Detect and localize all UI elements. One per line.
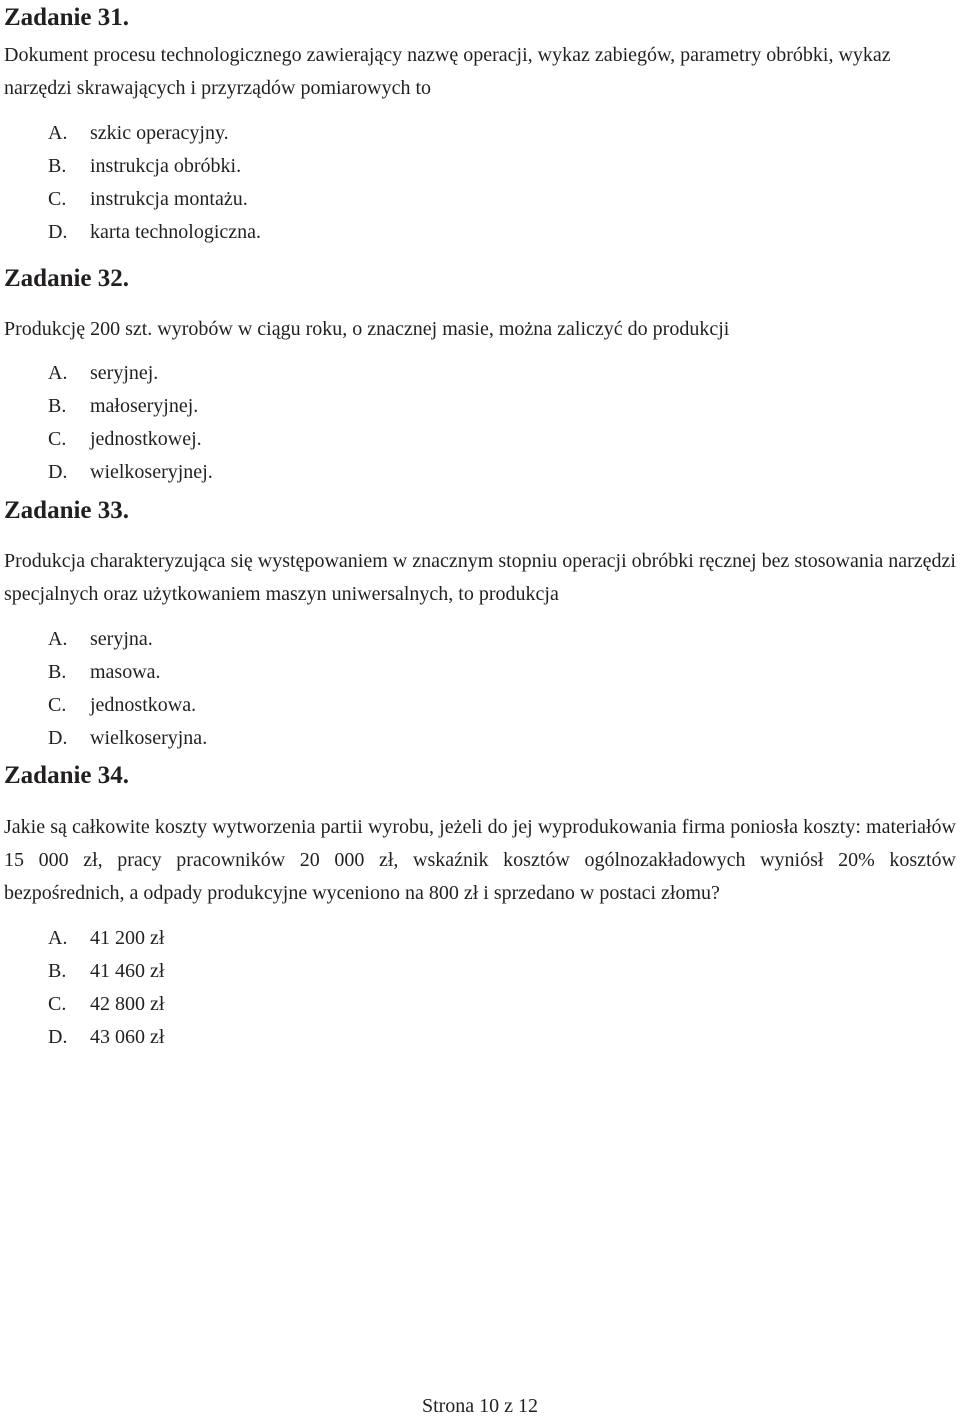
answer-text: seryjnej. — [90, 362, 159, 384]
answer-letter: A. — [48, 362, 68, 384]
task-question: Produkcję 200 szt. wyrobów w ciągu roku, o znacznej masie, można zaliczyć do produkcji — [4, 318, 730, 340]
answer-letter: A. — [48, 628, 68, 650]
answer-text: seryjna. — [90, 628, 153, 650]
answer-option-c[interactable] — [4, 183, 956, 216]
page-number: Strona 10 z 12 — [421, 1395, 539, 1417]
answer-letter: A. — [48, 927, 68, 949]
task-title: Zadanie 34. — [4, 762, 130, 789]
answer-list — [4, 623, 956, 755]
answer-text: 41 200 zł — [90, 927, 165, 949]
answer-letter: D. — [48, 461, 68, 483]
answer-letter: C. — [48, 428, 67, 450]
answer-option-a[interactable] — [4, 357, 956, 390]
answer-letter: A. — [48, 122, 68, 144]
answer-text: 42 800 zł — [90, 993, 165, 1015]
answer-letter: B. — [48, 661, 67, 683]
answer-text: wielkoseryjnej. — [90, 461, 213, 483]
answer-option-b[interactable] — [4, 150, 956, 183]
answer-option-c[interactable] — [4, 689, 956, 722]
answer-list — [4, 117, 956, 249]
answer-list — [4, 922, 956, 1054]
answer-text: instrukcja obróbki. — [90, 155, 242, 177]
task-31 — [4, 4, 956, 249]
answer-text: masowa. — [90, 661, 161, 683]
answer-letter: C. — [48, 188, 67, 210]
answer-letter: D. — [48, 727, 68, 749]
task-34 — [4, 762, 956, 1054]
answer-option-d[interactable] — [4, 456, 956, 489]
task-33 — [4, 497, 956, 755]
answer-option-c[interactable] — [4, 423, 956, 456]
answer-text: jednostkowa. — [90, 694, 197, 716]
answer-text: instrukcja montażu. — [90, 188, 248, 210]
answer-option-a[interactable] — [4, 922, 956, 955]
task-question: Produkcja charakteryzująca się występowaniem w znacznym stopniu operacji obróbki ręcznej bez stosowania narzędzi specjalnych oraz użytkowaniem maszyn uniwersalnych, to produkcja — [4, 550, 956, 605]
answer-text: 43 060 zł — [90, 1026, 165, 1048]
answer-list — [4, 357, 956, 489]
answer-option-c[interactable] — [4, 988, 956, 1021]
answer-text: małoseryjnej. — [90, 395, 199, 417]
answer-option-d[interactable] — [4, 1021, 956, 1054]
task-question: Jakie są całkowite koszty wytworzenia partii wyrobu, jeżeli do jej wyprodukowania firma poniosła koszty: materiałów 15 000 zł, pracy pracowników 20 000 zł, wskaźnik kosztów ogólnozakładowych wyniósł 20% kosztów bezpośrednich, a odpady produkcyjne wyceniono na 800 zł i sprzedano w postaci złomu? — [4, 816, 956, 904]
answer-option-d[interactable] — [4, 722, 956, 755]
answer-letter: C. — [48, 993, 67, 1015]
answer-letter: B. — [48, 155, 67, 177]
task-32 — [4, 265, 956, 489]
answer-option-a[interactable] — [4, 623, 956, 656]
answer-text: wielkoseryjna. — [90, 727, 208, 749]
answer-option-a[interactable] — [4, 117, 956, 150]
answer-text: 41 460 zł — [90, 960, 165, 982]
task-title: Zadanie 32. — [4, 265, 130, 292]
answer-letter: B. — [48, 960, 67, 982]
answer-option-d[interactable] — [4, 216, 956, 249]
answer-text: szkic operacyjny. — [90, 122, 229, 144]
answer-option-b[interactable] — [4, 656, 956, 689]
task-question: Dokument procesu technologicznego zawierający nazwę operacji, wykaz zabiegów, parametry obróbki, wykaz narzędzi skrawających i przyrządów pomiarowych to — [4, 44, 891, 99]
task-title: Zadanie 33. — [4, 497, 130, 524]
answer-option-b[interactable] — [4, 390, 956, 423]
answer-letter: D. — [48, 1026, 68, 1048]
answer-text: karta technologiczna. — [90, 221, 262, 243]
task-title: Zadanie 31. — [4, 4, 130, 31]
answer-letter: D. — [48, 221, 68, 243]
answer-option-b[interactable] — [4, 955, 956, 988]
answer-letter: C. — [48, 694, 67, 716]
answer-text: jednostkowej. — [90, 428, 202, 450]
answer-letter: B. — [48, 395, 67, 417]
